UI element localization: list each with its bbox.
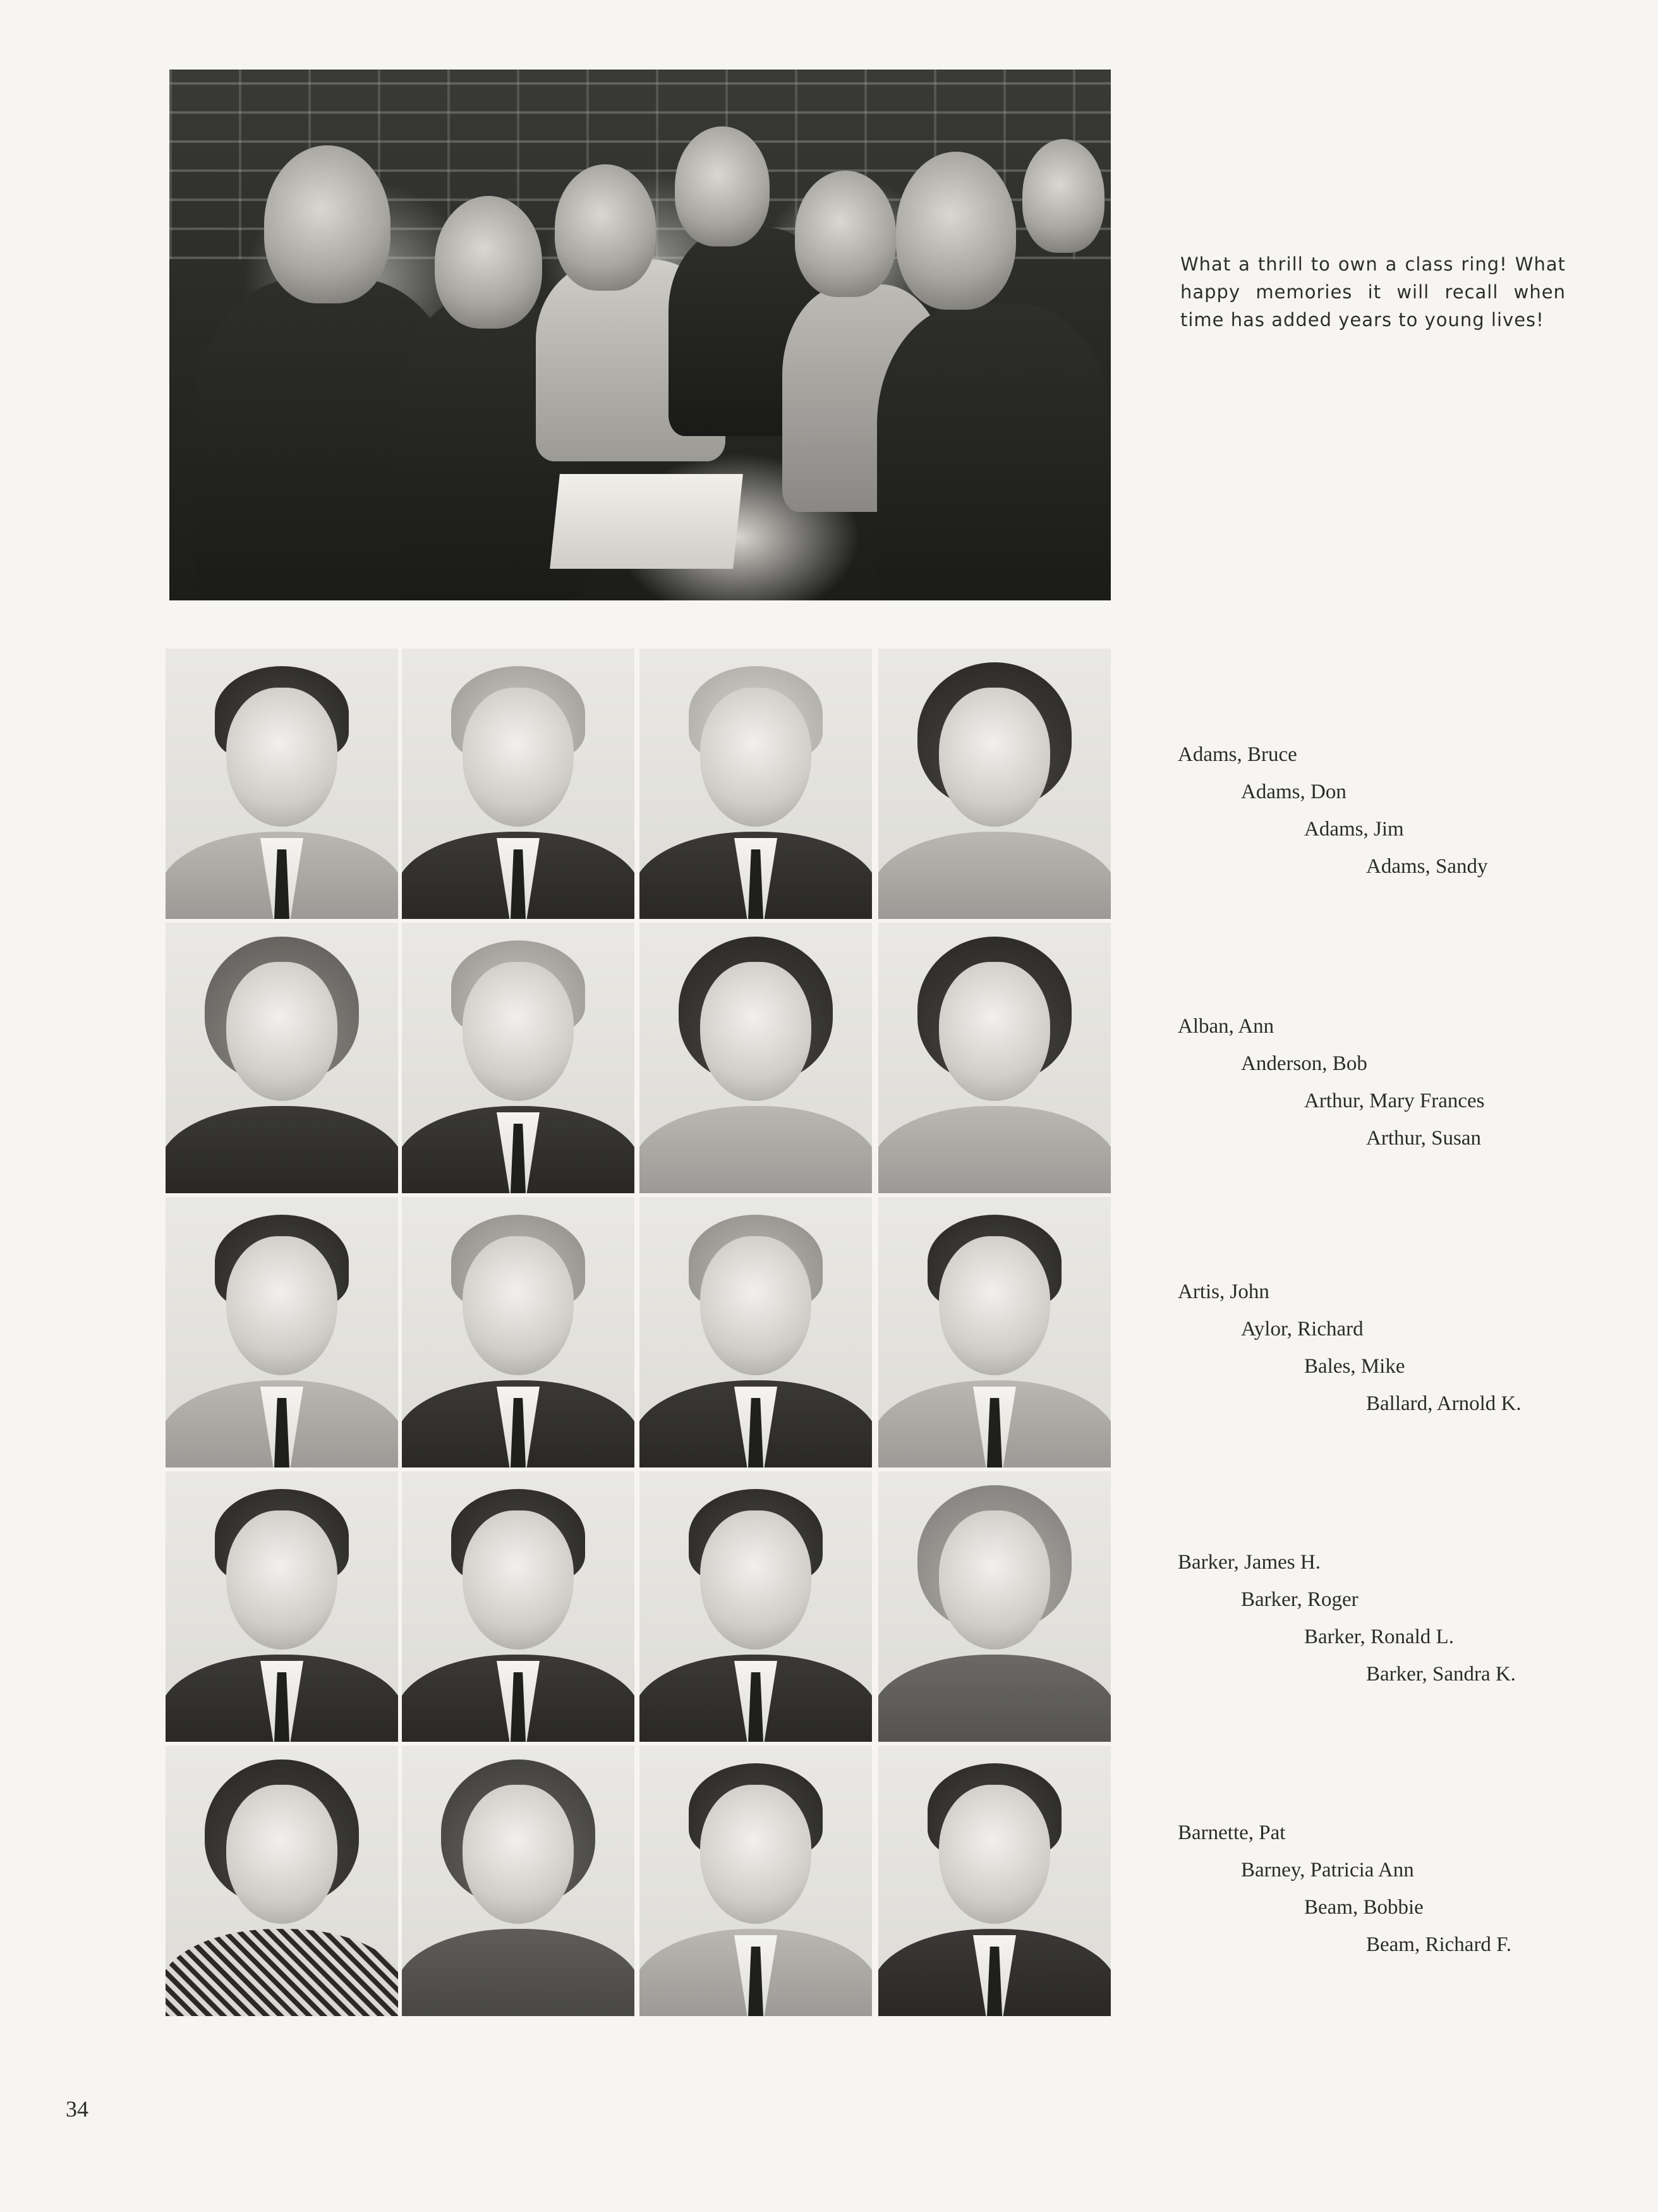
photo-caption: What a thrill to own a class ring! What happy memories it will recall when time has added years to young lives! — [1180, 253, 1566, 331]
student-name: Anderson, Bob — [1241, 1052, 1367, 1075]
portrait-photo — [639, 1471, 872, 1742]
class-ring-photo — [169, 70, 1111, 600]
student-name: Barker, Roger — [1241, 1588, 1358, 1611]
portrait-photo — [166, 1746, 398, 2016]
student-name: Artis, John — [1178, 1280, 1269, 1303]
student-name: Beam, Bobbie — [1304, 1896, 1424, 1919]
portrait-photo — [878, 923, 1111, 1193]
portrait-photo — [639, 923, 872, 1193]
portrait-photo — [639, 1746, 872, 2016]
page-number: 34 — [66, 2096, 88, 2122]
student-name: Barker, Sandra K. — [1366, 1663, 1516, 1686]
portrait-photo — [166, 1471, 398, 1742]
portrait-photo — [878, 1197, 1111, 1468]
salesman-figure — [877, 303, 1111, 600]
student-figure — [1022, 139, 1104, 253]
student-name: Barker, James H. — [1178, 1551, 1321, 1574]
student-name: Arthur, Mary Frances — [1304, 1090, 1485, 1112]
ring-box — [550, 474, 743, 569]
salesman-figure — [896, 152, 1016, 310]
portrait-grid — [166, 648, 1111, 2049]
portrait-photo — [402, 648, 634, 919]
portrait-photo — [878, 648, 1111, 919]
portrait-photo — [402, 1471, 634, 1742]
student-name: Bales, Mike — [1304, 1355, 1405, 1378]
student-figure — [675, 126, 770, 246]
student-figure — [555, 164, 656, 291]
portrait-photo — [878, 1471, 1111, 1742]
portrait-photo — [402, 923, 634, 1193]
student-name: Beam, Richard F. — [1366, 1933, 1512, 1956]
student-name: Alban, Ann — [1178, 1015, 1274, 1038]
student-figure — [264, 145, 390, 303]
student-name: Adams, Don — [1241, 781, 1346, 803]
student-name: Barney, Patricia Ann — [1241, 1859, 1414, 1881]
student-figure — [435, 196, 542, 329]
portrait-photo — [166, 1197, 398, 1468]
student-name: Barnette, Pat — [1178, 1821, 1286, 1844]
portrait-photo — [878, 1746, 1111, 2016]
student-name: Aylor, Richard — [1241, 1318, 1364, 1340]
student-name: Ballard, Arnold K. — [1366, 1392, 1522, 1415]
portrait-photo — [166, 648, 398, 919]
portrait-photo — [402, 1197, 634, 1468]
student-name: Adams, Sandy — [1366, 855, 1488, 878]
portrait-photo — [166, 923, 398, 1193]
student-name: Arthur, Susan — [1366, 1127, 1481, 1150]
portrait-photo — [639, 648, 872, 919]
student-name: Adams, Bruce — [1178, 743, 1297, 766]
portrait-photo — [639, 1197, 872, 1468]
student-name: Adams, Jim — [1304, 818, 1404, 841]
portrait-photo — [402, 1746, 634, 2016]
student-name: Barker, Ronald L. — [1304, 1626, 1454, 1648]
student-figure — [795, 171, 896, 297]
